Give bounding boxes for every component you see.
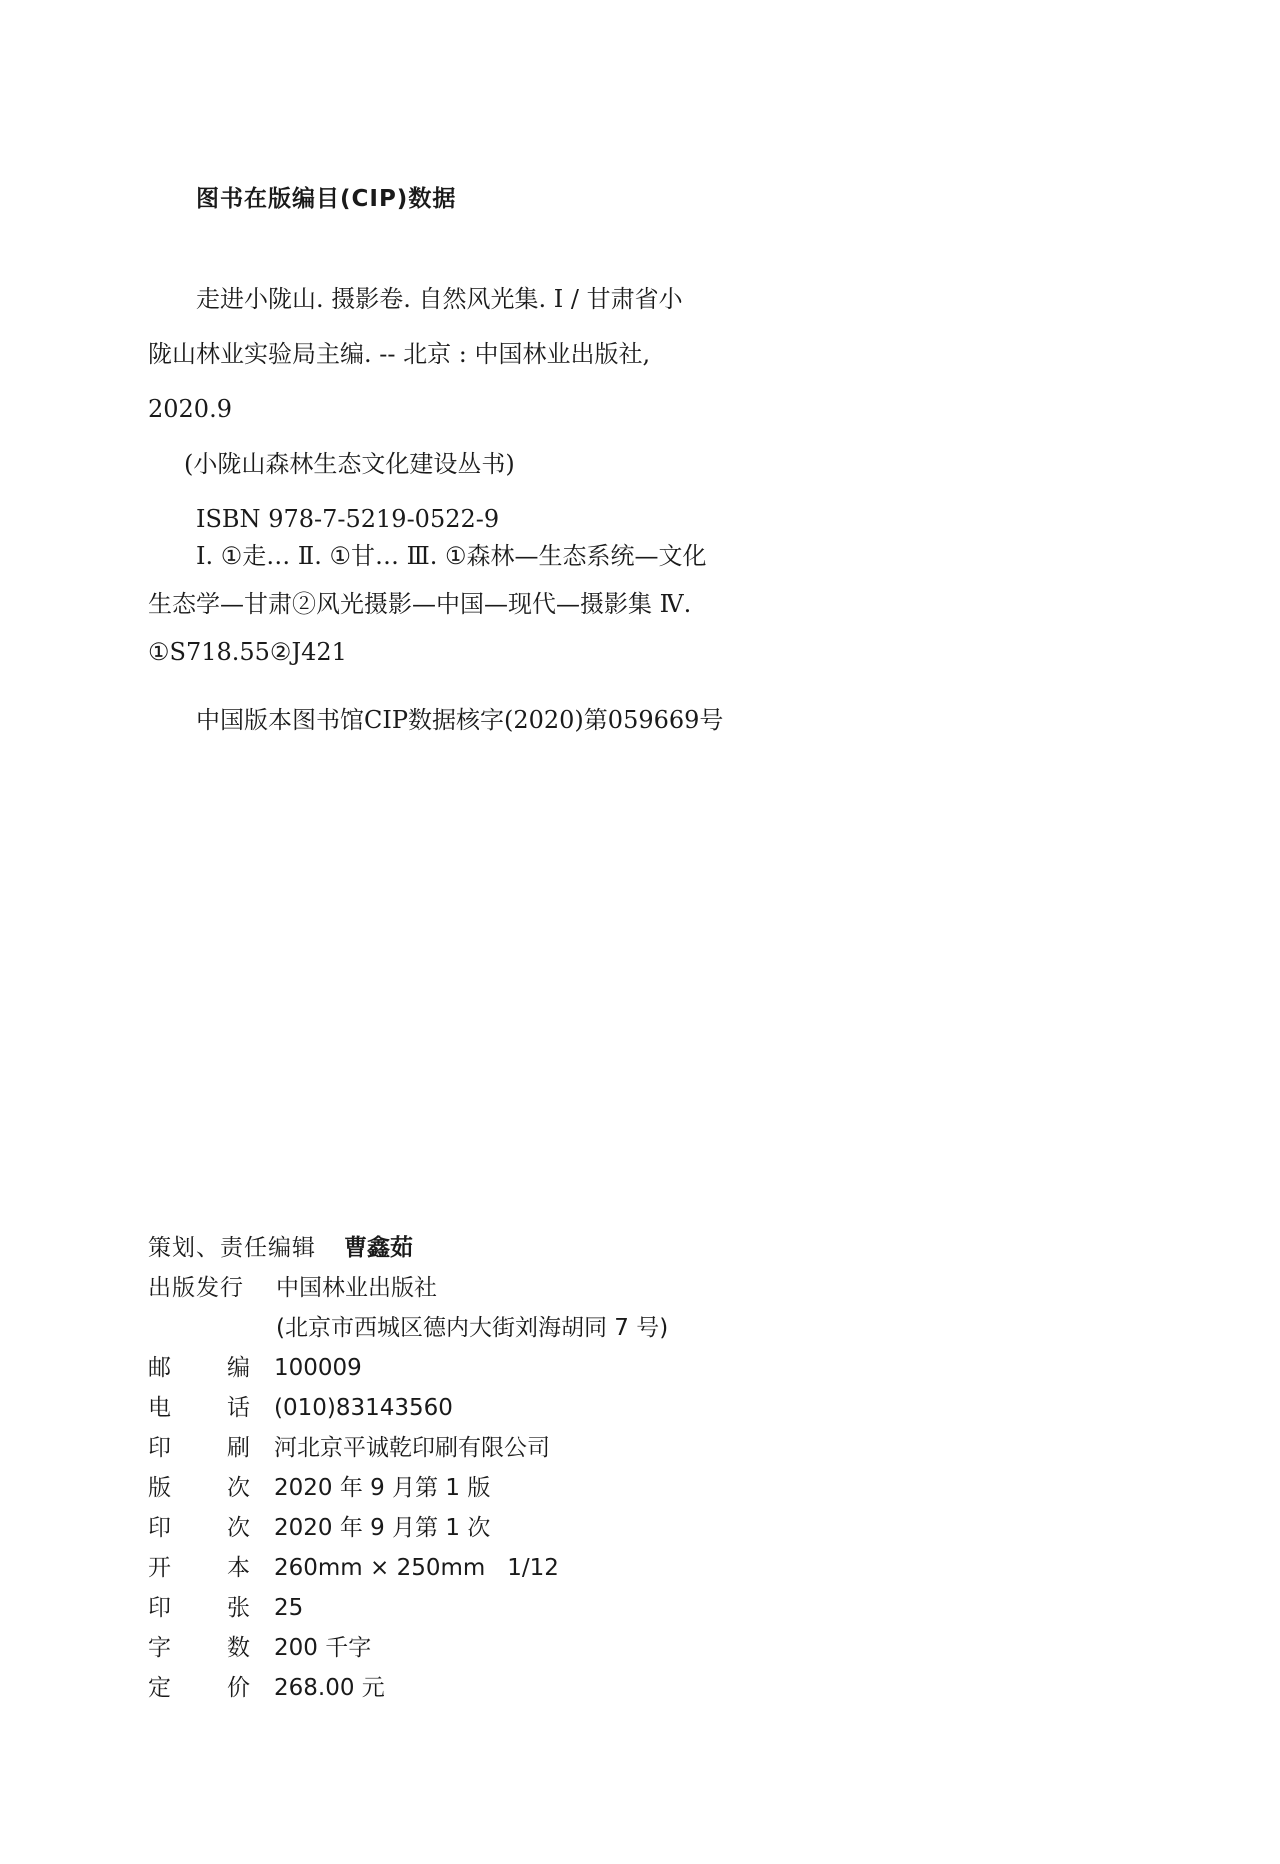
cip-entry-line: 2020.9	[148, 395, 232, 423]
row-value: 100009	[274, 1355, 362, 1381]
cip-heading: 图书在版编目(CIP)数据	[196, 186, 457, 212]
row-label: 电 话	[148, 1395, 250, 1421]
cip-number: 中国版本图书馆CIP数据核字(2020)第059669号	[196, 706, 724, 734]
editor-label: 策划、责任编辑	[148, 1235, 316, 1261]
row-label: 印 刷	[148, 1435, 250, 1461]
row-label: 版 次	[148, 1475, 250, 1501]
row-label: 开 本	[148, 1555, 250, 1581]
cip-entry-line: (小陇山森林生态文化建设丛书)	[184, 450, 515, 478]
row-value: 268.00 元	[274, 1675, 385, 1701]
cip-bibliographic-entry	[148, 272, 758, 547]
row-value: 200 千字	[274, 1635, 372, 1661]
row-label: 印 张	[148, 1595, 250, 1621]
row-value: 260mm × 250mm 1/12	[274, 1555, 559, 1581]
publisher-address: (北京市西城区德内大街刘海胡同 7 号)	[276, 1315, 669, 1341]
cip-subject-line: Ⅰ. ①走… Ⅱ. ①甘… Ⅲ. ①森林—生态系统—文化	[196, 542, 707, 570]
row-value: 河北京平诚乾印刷有限公司	[274, 1435, 550, 1461]
row-label: 字 数	[148, 1635, 250, 1661]
cip-subject-classification	[148, 532, 758, 676]
publisher-label: 出版发行	[148, 1275, 244, 1301]
row-value: 2020 年 9 月第 1 次	[274, 1515, 491, 1541]
row-label: 邮 编	[148, 1355, 250, 1381]
row-value: 2020 年 9 月第 1 版	[274, 1475, 491, 1501]
publisher-value: 中国林业出版社	[276, 1275, 437, 1301]
cip-subject-line: 生态学—甘肃②风光摄影—中国—现代—摄影集 Ⅳ.	[148, 590, 692, 618]
row-value: (010)83143560	[274, 1395, 453, 1421]
cip-entry-line: 走进小陇山. 摄影卷. 自然风光集. Ⅰ / 甘肃省小	[196, 285, 683, 313]
row-label: 定 价	[148, 1675, 250, 1701]
cip-entry-line: 陇山林业实验局主编. -- 北京 : 中国林业出版社,	[148, 340, 651, 368]
editor-value: 曹鑫茹	[344, 1235, 413, 1261]
row-value: 25	[274, 1595, 304, 1621]
cip-subject-line: ①S718.55②J421	[148, 638, 347, 666]
cip-entry-line: ISBN 978-7-5219-0522-9	[196, 505, 500, 533]
row-label: 印 次	[148, 1515, 250, 1541]
